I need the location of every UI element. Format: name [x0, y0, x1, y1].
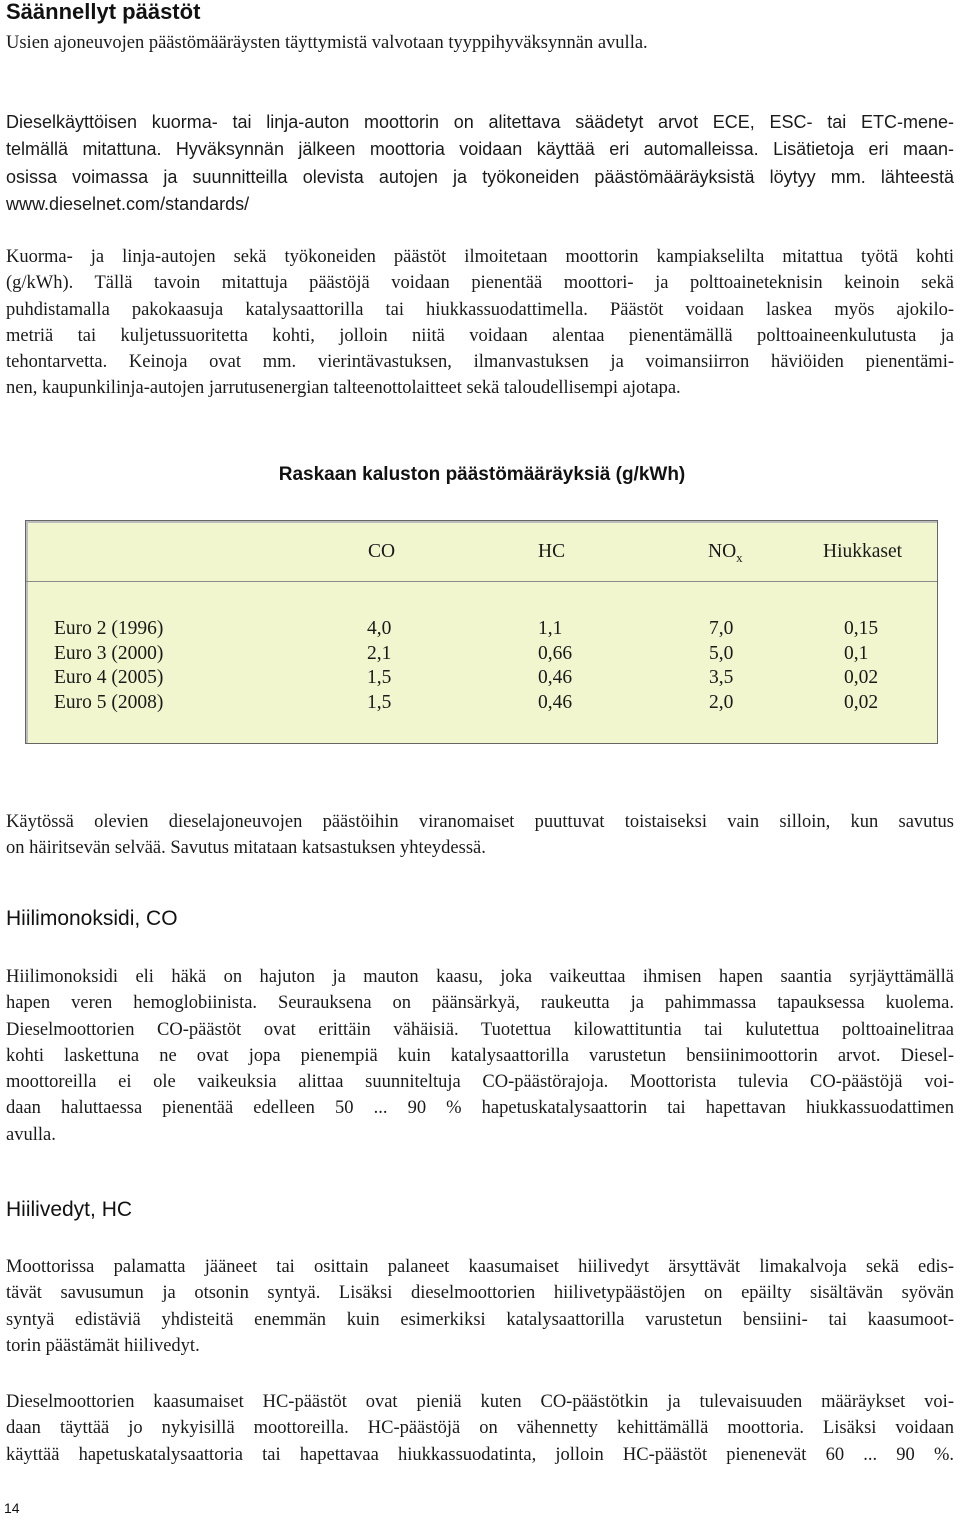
- table-cell: 3,5: [709, 667, 734, 688]
- text-line: Hiilimonoksidi eli häkä on hajuton ja mauton kaasu, joka vaikeuttaa ihmisen hapen saantia syrjäyttämällä: [6, 967, 954, 987]
- text-line: Usien ajoneuvojen päästömääräysten täyttymistä valvotaan tyyppihyväksynnän avulla.: [6, 33, 648, 53]
- table-cell: 2,0: [709, 691, 734, 713]
- text-line: kohti laskettuna ne ovat jopa pienempiä kuin katalysaattorilla varustetun bensiinimoottorin arvot. Diesel-: [6, 1045, 954, 1066]
- smoke-paragraph: [6, 809, 954, 862]
- text-line: Käytössä olevien dieselajoneuvojen päästöihin viranomaiset puuttuvat toistaiseksi vain silloin, kun savutus: [6, 812, 954, 832]
- table-cell: Euro 4 (2005): [54, 667, 164, 688]
- table-cell: 4,0: [367, 618, 392, 639]
- header-hc: HC: [538, 541, 566, 562]
- text-line: Kuorma- ja linja-autojen sekä työkoneiden päästöt ilmoitetaan moottorin kampiakselilta mitattua työtä kohti: [6, 247, 954, 267]
- text-line: avulla.: [6, 1124, 56, 1145]
- text-line: osissa voimassa ja suunnitteilla olevista autojen ja työkoneiden päästömääräyksistä löytyy mm. lähteestä: [6, 166, 954, 187]
- text-line: www.dieselnet.com/standards/: [6, 193, 250, 214]
- text-line: tävät savusumun ja otsonin syntyä. Lisäksi dieselmoottorien hiilivetypäästöjen on epäilty sisältävän syövän: [6, 1283, 954, 1304]
- text-line: on häiritsevän selvää. Savutus mitataan katsastuksen yhteydessä.: [6, 838, 486, 859]
- measurement-paragraph: [6, 244, 954, 402]
- table-cell: Euro 3 (2000): [54, 642, 164, 664]
- table-cell: 1,5: [367, 691, 392, 713]
- table-cell: 0,02: [844, 691, 879, 713]
- intro-paragraph: [6, 30, 954, 56]
- column-standard: [54, 617, 163, 715]
- text-line: metriä tai kuljetussuoritetta kohti, jolloin niitä voidaan alentaa pienentämällä polttoaineenkulutusta ja: [6, 325, 954, 346]
- emission-standards-table: [25, 520, 938, 744]
- co-paragraph: [6, 964, 954, 1148]
- text-line: Dieselmoottorien kaasumaiset HC-päästöt ovat pieniä kuten CO-päästötkin ja tulevaisuuden määräykset voi-: [6, 1392, 954, 1412]
- table-title: Raskaan kaluston päästömääräyksiä (g/kWh): [278, 464, 686, 485]
- approval-paragraph: [6, 109, 954, 218]
- text-line: puhdistamalla pakokaasuja katalysaattorilla tai hiukkassuodattimella. Päästöt voidaan laskea myös ajokilo-: [6, 299, 954, 320]
- table-cell: 7,0: [709, 618, 734, 639]
- table-cell: Euro 5 (2008): [54, 691, 164, 713]
- text-line: tehontarvetta. Keinoja ovat mm. vierintävastuksen, ilmanvastuksen ja voimansiirron häviöiden pienentämi-: [6, 352, 954, 373]
- table-cell: 0,46: [538, 667, 573, 688]
- column-hc: [538, 617, 572, 715]
- table-cell: 0,1: [844, 642, 869, 664]
- column-particulates: [844, 617, 878, 715]
- table-cell: 1,1: [538, 618, 563, 639]
- text-line: hapen veren hemoglobiinista. Seurauksena on päänsärkyä, raukeutta ja pahimmassa tapauksessa kuolema.: [6, 993, 954, 1014]
- table-cell: Euro 2 (1996): [54, 618, 164, 639]
- table-cell: 1,5: [367, 667, 392, 688]
- text-line: Moottorissa palamatta jääneet tai osittain palaneet kaasumaiset hiilivedyt ärsyttävät limakalvoja sekä edis-: [6, 1257, 954, 1277]
- page-heading: Säännellyt päästöt: [6, 0, 201, 24]
- header-divider: [26, 581, 937, 582]
- column-co: [367, 617, 391, 715]
- text-line: (g/kWh). Tällä tavoin mitattuja päästöjä voidaan pienentää moottori- ja polttoaineteknisin keinoin sekä: [6, 273, 954, 294]
- text-line: nen, kaupunkilinja-autojen jarrutusenergian talteenottolaitteet sekä taloudellisempi ajotapa.: [6, 378, 681, 399]
- table-cell: 0,15: [844, 618, 879, 639]
- table-cell: 0,46: [538, 691, 573, 713]
- table-cell: 2,1: [367, 642, 392, 664]
- text-line: Dieselkäyttöisen kuorma- tai linja-auton moottorin on alitettava säädetyt arvot ECE, ESC- tai ETC-mene-: [6, 112, 954, 132]
- header-co: CO: [368, 541, 396, 562]
- text-line: syntyä edistäviä yhdisteitä enemmän kuin esimerkiksi katalysaattorilla varustetun bensiini- tai kaasumoot-: [6, 1309, 954, 1330]
- hc-paragraph-1: [6, 1254, 954, 1359]
- header-particulates: Hiukkaset: [823, 541, 903, 562]
- text-line: telmällä mitattuna. Hyväksynnän jälkeen moottoria voidaan käyttää eri automalleissa. Lisätietoja eri maan-: [6, 139, 954, 160]
- table-cell: 0,02: [844, 667, 879, 688]
- text-line: käyttää hapetuskatalysaattoria tai hapettavaa hiukkassuodatinta, jolloin HC-päästöt pienenevät 60 ... 90 %.: [6, 1444, 954, 1465]
- table-cell: 0,66: [538, 642, 573, 664]
- text-line: daan täyttää jo nykyisillä moottoreilla. HC-päästöjä on vähennetty kehittämällä moottoria. Lisäksi voidaan: [6, 1418, 954, 1439]
- section-heading-hc: Hiilivedyt, HC: [6, 1198, 133, 1221]
- section-heading-co: Hiilimonoksidi, CO: [6, 907, 178, 930]
- table-cell: 5,0: [709, 642, 734, 664]
- text-line: Dieselmoottorien CO-päästöt ovat erittäin vähäisiä. Tuotettua kilowattituntia tai kulutettua polttoainelitraa: [6, 1019, 954, 1040]
- text-line: torin päästämät hiilivedyt.: [6, 1335, 200, 1356]
- hc-paragraph-2: [6, 1389, 954, 1468]
- header-nox: $NO_x$: [708, 541, 743, 565]
- text-line: daan haluttaessa pienentää edelleen 50 ... 90 % hapetuskatalysaattorin tai hapettavan hiukkassuodattimen: [6, 1098, 954, 1119]
- column-nox: [709, 617, 733, 715]
- page-number: 14: [4, 1500, 20, 1516]
- text-line: moottoreilla ei ole vaikeuksia alittaa suunniteltuja CO-päästörajoja. Moottorista tulevia CO-päästöjä voi-: [6, 1072, 954, 1093]
